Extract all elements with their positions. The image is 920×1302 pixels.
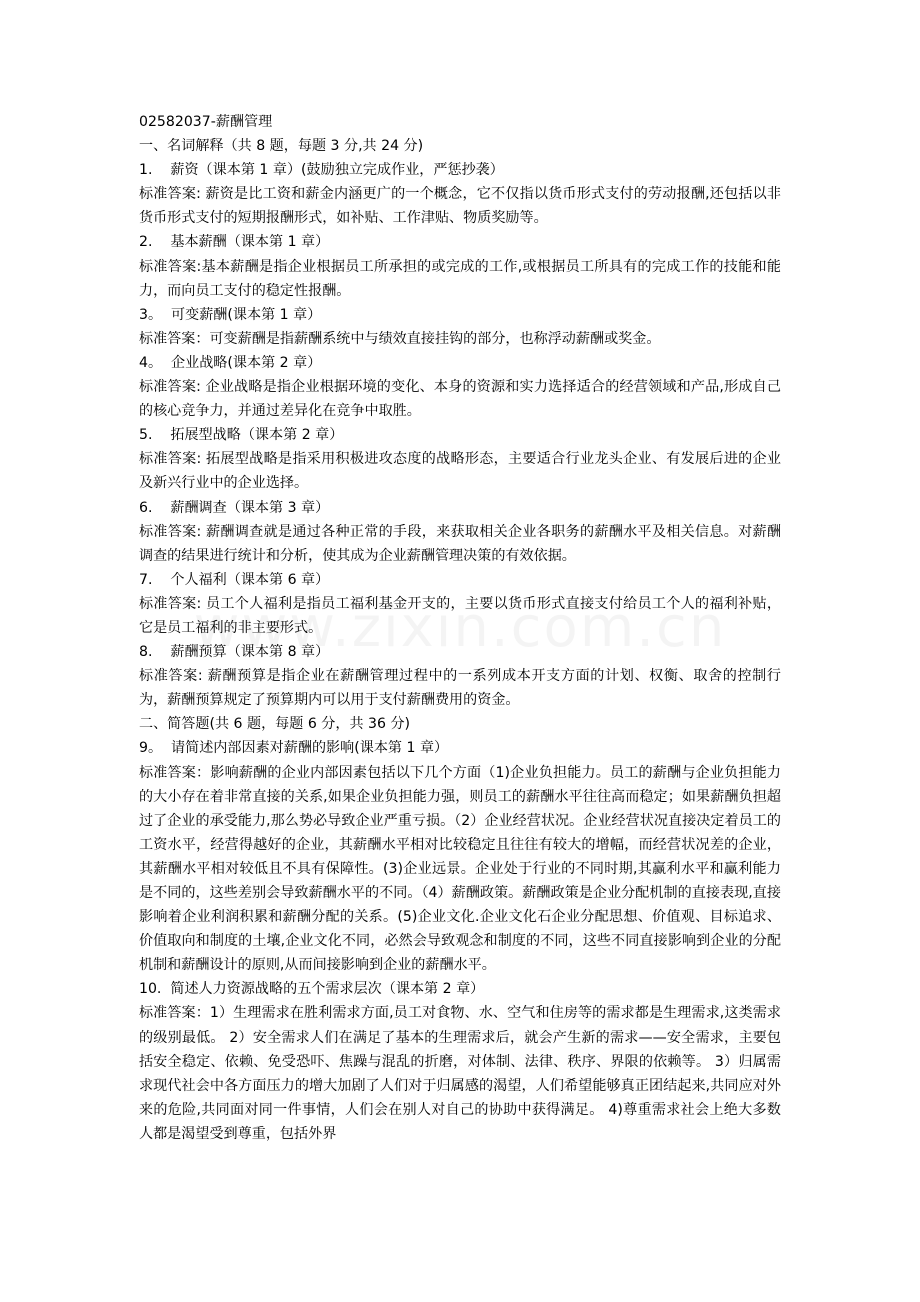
answer-text: 标准答案：1）生理需求在胜利需求方面,员工对食物、水、空气和住房等的需求都是生理需求,这类需求的级别最低。 2）安全需求人们在满足了基本的生理需求后，就会产生新的需求——安全需求，主要包括安全稳定、依赖、免受恐吓、焦躁与混乱的折磨，对体制、法律、秩序、界限的依赖等。 3）归属需求现代社会中各方面压力的增大加剧了人们对于归属感的渴望，人们希望能够真正团结起来,共同应对外来的危险,共同面对同一件事情，人们会在别人对自己的协助中获得满足。 4)尊重需求社会上绝大多数人都是渴望受到尊重，包括外界	[139, 1005, 781, 1142]
question-title: 4。 企业战略(课本第 2 章）	[139, 354, 322, 371]
section-1-header: 一、名词解释（共 8 题，每题 3 分,共 24 分)	[139, 138, 424, 155]
answer-text: 标准答案: 薪酬预算是指企业在薪酬管理过程中的一系列成本开支方面的计划、权衡、取舍的控制行为，薪酬预算规定了预算期内可以用于支付薪酬费用的资金。	[139, 668, 781, 709]
question-title: 8. 薪酬预算（课本第 8 章）	[139, 644, 330, 661]
answer-text: 标准答案: 员工个人福利是指员工福利基金开支的，主要以货币形式直接支付给员工个人的福利补贴，它是员工福利的非主要形式。	[139, 595, 781, 636]
question-title: 3。 可变薪酬(课本第 1 章）	[139, 306, 322, 323]
answer-text: 标准答案: 薪资是比工资和薪金内涵更广的一个概念，它不仅指以货币形式支付的劳动报酬,还包括以非货币形式支付的短期报酬形式，如补贴、工作津贴、物质奖励等。	[139, 186, 781, 227]
answer-text: 标准答案: 薪酬调查就是通过各种正常的手段，来获取相关企业各职务的薪酬水平及相关信息。对薪酬调查的结果进行统计和分析，使其成为企业薪酬管理决策的有效依据。	[139, 523, 781, 564]
question-title: 10. 简述人力资源战略的五个需求层次（课本第 2 章）	[139, 981, 485, 998]
document-body	[139, 110, 781, 1146]
question-6	[139, 496, 781, 568]
answer-text: 标准答案：影响薪酬的企业内部因素包括以下几个方面（1)企业负担能力。员工的薪酬与企业负担能力的大小存在着非常直接的关系,如果企业负担能力强，则员工的薪酬水平往往高而稳定；如果薪酬负担超过了企业的承受能力,那么势必导致企业严重亏损。（2）企业经营状况。企业经营状况直接决定着员工的工资水平，经营得越好的企业，其薪酬水平相对比较稳定且往往有较大的增幅，而经营状况差的企业，其薪酬水平相对较低且不具有保障性。(3)企业远景。企业处于行业的不同时期,其赢利水平和赢利能力是不同的，这些差别会导致薪酬水平的不同。（4）薪酬政策。薪酬政策是企业分配机制的直接表现,直接影响着企业利润积累和薪酬分配的关系。(5)企业文化.企业文化石企业分配思想、价值观、目标追求、价值取向和制度的土壤,企业文化不同，必然会导致观念和制度的不同，这些不同直接影响到企业的分配机制和薪酬设计的原则,从而间接影响到企业的薪酬水平。	[139, 764, 781, 974]
question-1	[139, 158, 781, 230]
answer-text: 标准答案：可变薪酬是指薪酬系统中与绩效直接挂钩的部分，也称浮动薪酬或奖金。	[139, 330, 661, 347]
question-title: 6. 薪酬调查（课本第 3 章）	[139, 499, 330, 516]
section-2-header: 二、简答题(共 6 题，每题 6 分，共 36 分)	[139, 716, 411, 733]
question-title: 7. 个人福利（课本第 6 章）	[139, 571, 330, 588]
question-3	[139, 303, 781, 351]
question-title: 1. 薪资（课本第 1 章）(鼓励独立完成作业，严惩抄袭）	[139, 162, 504, 179]
question-title: 5. 拓展型战略（课本第 2 章）	[139, 427, 344, 444]
question-9	[139, 736, 781, 977]
answer-text: 标准答案: 企业战略是指企业根据环境的变化、本身的资源和实力选择适合的经营领域和产品,形成自己的核心竞争力，并通过差异化在竞争中取胜。	[139, 379, 781, 420]
question-10	[139, 977, 781, 1146]
answer-text: 标准答案: 拓展型战略是指采用积极进攻态度的战略形态，主要适合行业龙头企业、有发展后进的企业及新兴行业中的企业选择。	[139, 451, 781, 492]
question-7	[139, 568, 781, 640]
answer-text: 标准答案:基本薪酬是指企业根据员工所承担的或完成的工作,或根据员工所具有的完成工作的技能和能力，而向员工支付的稳定性报酬。	[139, 258, 781, 299]
question-8	[139, 640, 781, 712]
document-title: 02582037-薪酬管理	[139, 114, 273, 130]
question-2	[139, 230, 781, 302]
question-5	[139, 423, 781, 495]
question-title: 9。 请简述内部因素对薪酬的影响(课本第 1 章）	[139, 740, 449, 757]
question-4	[139, 351, 781, 423]
question-title: 2. 基本薪酬（课本第 1 章）	[139, 234, 330, 251]
